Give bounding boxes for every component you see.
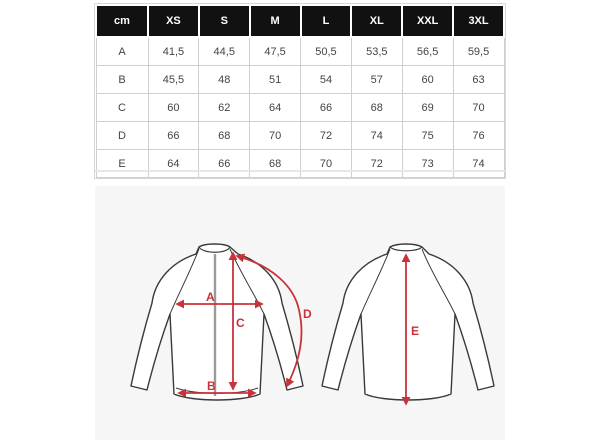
row-label-cell: C (96, 94, 148, 122)
table-cell: 64 (250, 94, 301, 122)
table-row (96, 150, 504, 178)
table-cell: 68 (351, 94, 402, 122)
back-jacket-outline (322, 244, 494, 400)
measurement-diagram (95, 186, 505, 440)
row-label-cell: B (96, 66, 148, 94)
table-cell: 57 (351, 66, 402, 94)
size-table (95, 4, 505, 178)
table-cell: 60 (402, 66, 453, 94)
table-cell: 74 (453, 150, 504, 178)
table-cell: 63 (453, 66, 504, 94)
header-cell-unit: cm (96, 5, 148, 37)
header-cell-size: M (250, 5, 301, 37)
row-label-cell: A (96, 37, 148, 66)
label-d: D (303, 307, 312, 321)
table-cell: 72 (351, 150, 402, 178)
table-cell: 41,5 (148, 37, 199, 66)
label-c: C (236, 316, 245, 330)
table-cell: 70 (453, 94, 504, 122)
table-cell: 73 (402, 150, 453, 178)
table-cell: 48 (199, 66, 250, 94)
table-cell: 74 (351, 122, 402, 150)
table-cell: 62 (199, 94, 250, 122)
table-cell: 70 (301, 150, 352, 178)
table-cell: 44,5 (199, 37, 250, 66)
table-cell: 66 (148, 122, 199, 150)
table-cell: 69 (402, 94, 453, 122)
table-cell: 53,5 (351, 37, 402, 66)
front-jacket (131, 244, 303, 400)
header-cell-size: XS (148, 5, 199, 37)
label-b: B (207, 379, 216, 393)
table-cell: 66 (301, 94, 352, 122)
table-cell: 66 (199, 150, 250, 178)
table-row (96, 66, 504, 94)
table-cell: 72 (301, 122, 352, 150)
table-cell: 51 (250, 66, 301, 94)
table-cell: 75 (402, 122, 453, 150)
row-label-cell: E (96, 150, 148, 178)
table-cell: 47,5 (250, 37, 301, 66)
table-cell: 50,5 (301, 37, 352, 66)
table-row (96, 37, 504, 66)
table-header-row (96, 5, 504, 37)
table-cell: 60 (148, 94, 199, 122)
label-e: E (411, 324, 420, 338)
back-jacket (322, 244, 494, 400)
table-row (96, 122, 504, 150)
table-cell: 54 (301, 66, 352, 94)
row-label-cell: D (96, 122, 148, 150)
table-cell: 45,5 (148, 66, 199, 94)
table-cell: 59,5 (453, 37, 504, 66)
header-cell-size: XL (351, 5, 402, 37)
table-row (96, 94, 504, 122)
header-cell-size: 3XL (453, 5, 504, 37)
label-a: A (206, 290, 215, 304)
table-cell: 68 (250, 150, 301, 178)
table-cell: 70 (250, 122, 301, 150)
header-cell-size: L (301, 5, 352, 37)
section-divider (95, 170, 505, 172)
table-cell: 64 (148, 150, 199, 178)
front-jacket-outline (131, 244, 303, 400)
table-cell: 56,5 (402, 37, 453, 66)
table-cell: 76 (453, 122, 504, 150)
jacket-diagram-svg (95, 186, 505, 440)
header-cell-size: XXL (402, 5, 453, 37)
table-cell: 68 (199, 122, 250, 150)
header-cell-size: S (199, 5, 250, 37)
